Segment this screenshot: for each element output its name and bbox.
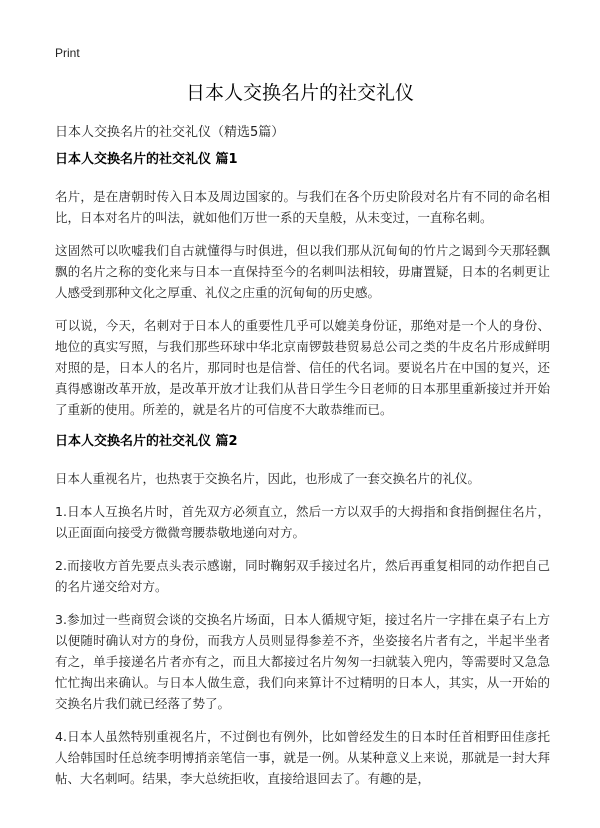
paragraph: 3.参加过一些商贸会谈的交换名片场面，日本人循规守矩，接过名片一字排在桌子右上方以便随时确认对方的身份，而我方人员则显得参差不齐，坐姿接名片者有之，半起半坐者有之，单手接递名片者亦有之，而且大都接过名片匆匆一扫就装入兜内，等需要时又急急忙忙掏出来确认。与日本人做生意，我们向来算计不过精明的日本人，其实，从一开始的交换名片我们就已经落了势了。 [55, 612, 550, 711]
page-subtitle: 日本人交换名片的社交礼仪（精选5篇） [55, 125, 285, 140]
print-link[interactable]: Print [55, 46, 80, 60]
section-heading: 日本人交换名片的社交礼仪 篇2 [55, 434, 238, 449]
paragraph: 2.而接收方首先要点头表示感谢，同时鞠躬双手接过名片，然后再重复相同的动作把自己的名片递交给对方。 [55, 558, 550, 594]
section-2 [55, 432, 550, 789]
paragraph: 名片，是在唐朝时传入日本及周边国家的。与我们在各个历史阶段对名片有不同的命名相比，日本对名片的叫法，就如他们万世一系的天皇般，从未变过，一直称名刺。 [55, 189, 550, 225]
page-title: 日本人交换名片的社交礼仪 [185, 82, 414, 104]
article-body [55, 150, 550, 801]
paragraph: 可以说，今天，名刺对于日本人的重要性几乎可以媲美身份证，那绝对是一个人的身份、地位的真实写照，与我们那些环球中华北京南锣鼓巷贸易总公司之类的牛皮名片形成鲜明对照的是，日本人的名片，那同时也是信誉、信任的代名词。要说名片在中国的复兴，还真得感谢改革开放，是改革开放才让我们从昔日学生今日老师的日本那里重新接过并开始了重新的使用。所差的，就是名片的可信度不大敢恭维而已。 [55, 318, 550, 417]
section-heading: 日本人交换名片的社交礼仪 篇1 [55, 152, 238, 167]
paragraph: 4.日本人虽然特别重视名片，不过倒也有例外，比如曾经发生的日本时任首相野田佳彦托人给韩国时任总统李明博捎亲笔信一事，就是一例。从某种意义上来说，那就是一封大拜帖、大名刺呵。结果，李大总统拒收，直接给退回去了。有趣的是， [55, 729, 550, 786]
paragraph: 日本人重视名片，也热衷于交换名片，因此，也形成了一套交换名片的礼仪。 [55, 471, 481, 486]
section-1 [55, 150, 550, 420]
paragraph: 1.日本人互换名片时，首先双方必须直立，然后一方以双手的大拇指和食指倒握住名片，以正面面向接受方微微弯腰恭敬地递向对方。 [55, 504, 550, 540]
paragraph: 这固然可以吹嘘我们自古就懂得与时俱进，但以我们那从沉甸甸的竹片之谒到今天那轻飘飘的名片之称的变化来与日本一直保持至今的名刺叫法相较，毋庸置疑，日本的名刺更让人感受到那种文化之厚重、礼仪之庄重的沉甸甸的历史感。 [55, 243, 550, 300]
